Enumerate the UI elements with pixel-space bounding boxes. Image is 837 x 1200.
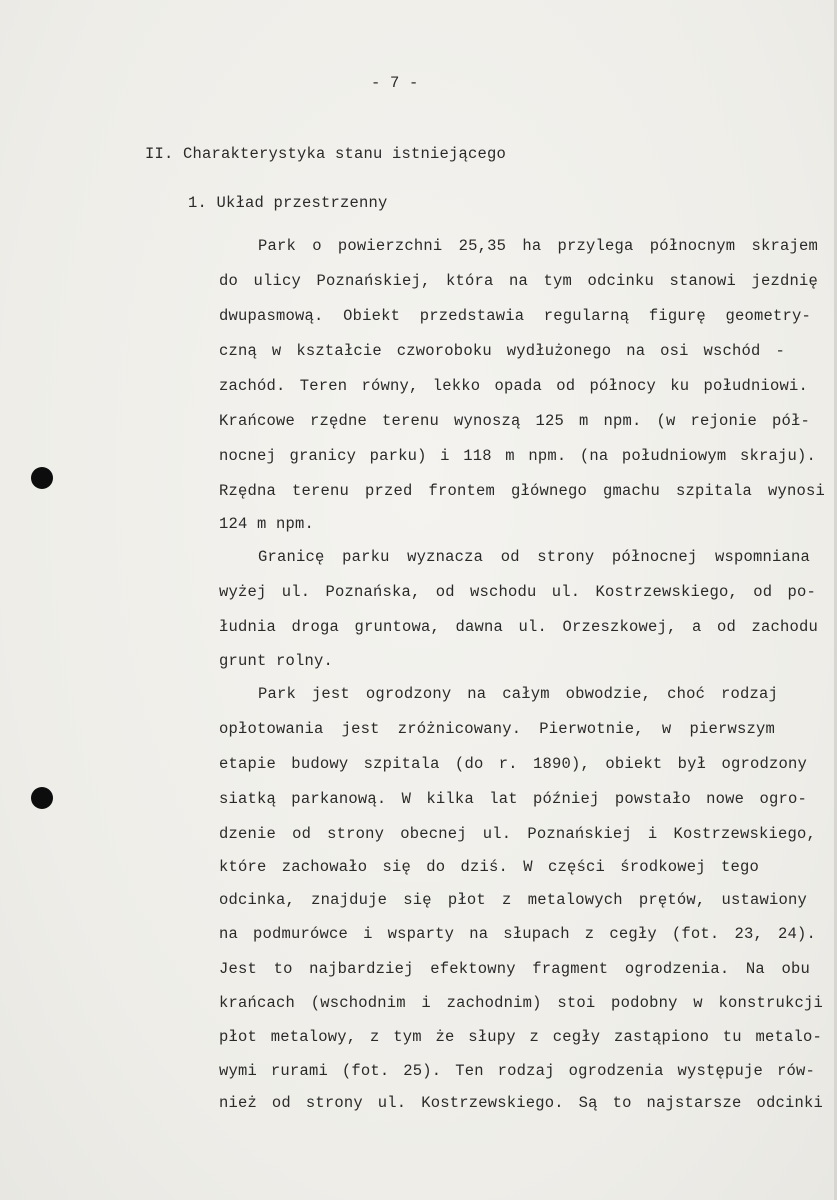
paragraph-3-line-12: wymi rurami (fot. 25). Ten rodzaj ogrodzenia występuje rów- [219,1062,815,1080]
paragraph-1-line-1: Park o powierzchni 25,35 ha przylega północnym skrajem [258,237,818,255]
paragraph-2-line-3: łudnia droga gruntowa, dawna ul. Orzeszkowej, a od zachodu [219,618,818,636]
paragraph-1-line-4: czną w kształcie czworoboku wydłużonego na osi wschód - [219,342,785,360]
paragraph-1-line-9: 124 m npm. [219,515,315,533]
paragraph-3-line-13: nież od strony ul. Kostrzewskiego. Są to najstarsze odcinki [219,1094,823,1112]
paragraph-1-line-3: dwupasmową. Obiekt przedstawia regularną figurę geometry- [219,307,811,325]
paragraph-1-line-8: Rzędna terenu przed frontem głównego gmachu szpitala wynosi [219,482,825,500]
paragraph-3-line-4: siatką parkanową. W kilka lat później powstało nowe ogro- [219,790,807,808]
paragraph-2-line-4: grunt rolny. [219,652,334,670]
paragraph-3-line-7: odcinka, znajduje się płot z metalowych prętów, ustawiony [219,891,807,909]
paragraph-3-line-1: Park jest ogrodzony na całym obwodzie, choć rodzaj [258,685,778,703]
paragraph-3-line-11: płot metalowy, z tym że słupy z cegły zastąpiono tu metalo- [219,1028,822,1046]
paragraph-3-line-6: które zachowało się do dziś. W części środkowej tego [219,858,759,876]
paragraph-3-line-10: krańcach (wschodnim i zachodnim) stoi podobny w konstrukcji [219,994,823,1012]
paragraph-1-line-7: nocnej granicy parku) i 118 m npm. (na południowym skraju). [219,447,816,465]
paragraph-1-line-6: Krańcowe rzędne terenu wynoszą 125 m npm. (w rejonie pół- [219,412,810,430]
paragraph-1-line-2: do ulicy Poznańskiej, która na tym odcinku stanowi jezdnię [219,272,818,290]
paragraph-3-line-2: opłotowania jest zróżnicowany. Pierwotnie, w pierwszym [219,720,775,738]
page-number: - 7 - [371,74,419,92]
paragraph-3-line-9: Jest to najbardziej efektowny fragment ogrodzenia. Na obu [219,960,810,978]
punch-hole-bottom [31,787,53,809]
paragraph-3-line-5: dzenie od strony obecnej ul. Poznańskiej i Kostrzewskiego, [219,825,816,843]
subsection-heading: 1. Układ przestrzenny [188,194,388,212]
paragraph-2-line-1: Granicę parku wyznacza od strony północnej wspomniana [258,548,810,566]
paragraph-3-line-3: etapie budowy szpitala (do r. 1890), obiekt był ogrodzony [219,755,807,773]
paragraph-2-line-2: wyżej ul. Poznańska, od wschodu ul. Kostrzewskiego, od po- [219,583,816,601]
paragraph-1-line-5: zachód. Teren równy, lekko opada od północy ku południowi. [219,377,808,395]
paragraph-3-line-8: na podmurówce i wsparty na słupach z cegły (fot. 23, 24). [219,925,816,943]
punch-hole-top [31,467,53,489]
section-heading: II. Charakterystyka stanu istniejącego [145,145,507,163]
